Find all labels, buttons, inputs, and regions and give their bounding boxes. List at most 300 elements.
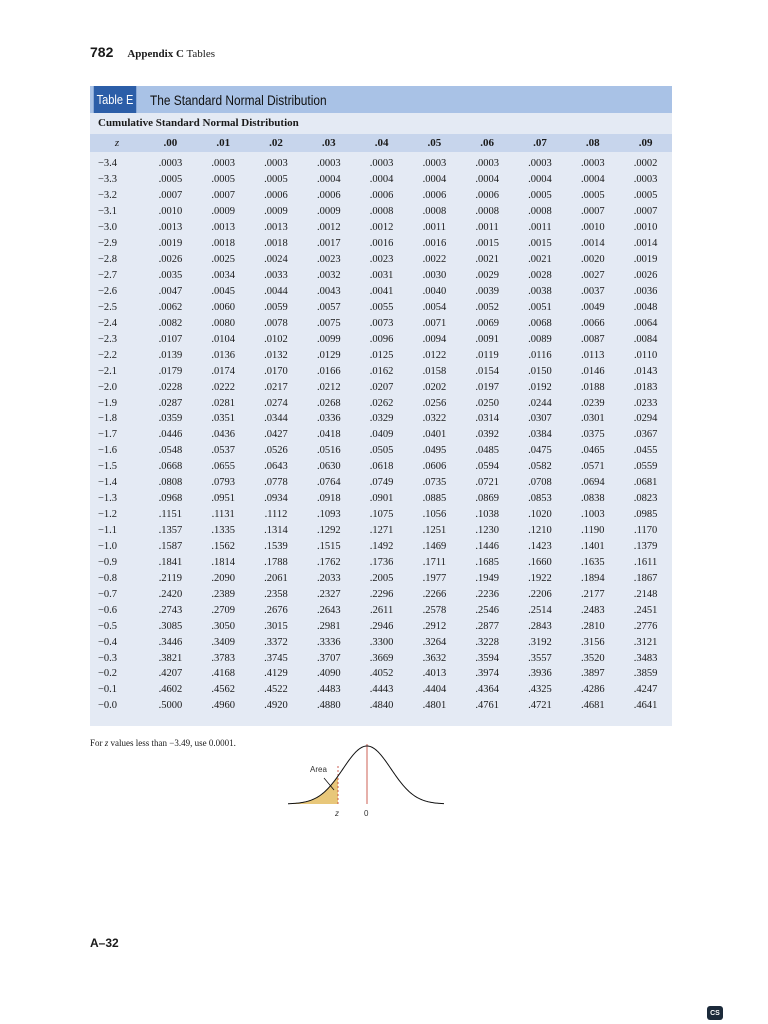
z-value-cell: −2.5	[98, 301, 118, 313]
probability-cell: .2177	[580, 588, 605, 600]
probability-cell: .4129	[264, 668, 288, 680]
probability-cell: .1562	[211, 540, 235, 552]
running-head-section: Tables	[186, 48, 216, 60]
probability-cell: .0045	[211, 285, 235, 297]
probability-cell: .0003	[158, 158, 183, 170]
probability-cell: .1685	[475, 556, 499, 568]
table-row	[90, 666, 672, 682]
probability-cell: .0006	[422, 190, 447, 202]
probability-cell: .0197	[475, 381, 499, 393]
probability-cell: .4960	[211, 700, 235, 712]
probability-cell: .0066	[580, 317, 605, 329]
z-value-cell: −1.0	[98, 540, 118, 552]
probability-cell: .0091	[475, 333, 499, 345]
probability-cell: .1469	[422, 540, 447, 552]
probability-cell: .0008	[369, 206, 394, 218]
probability-cell: .0019	[158, 238, 183, 250]
z-value-cell: −0.3	[98, 652, 118, 664]
probability-cell: .0009	[264, 206, 288, 218]
probability-cell: .0012	[316, 222, 341, 234]
z-value-cell: −2.6	[98, 285, 118, 297]
table-row	[90, 523, 672, 539]
table-row	[90, 331, 672, 347]
probability-cell: .0003	[580, 158, 605, 170]
probability-cell: .3783	[211, 652, 235, 664]
table-row	[90, 475, 672, 491]
probability-cell: .1423	[528, 540, 552, 552]
z-value-cell: −2.4	[98, 317, 118, 329]
probability-cell: .0023	[369, 254, 394, 266]
probability-cell: .0853	[528, 493, 552, 505]
probability-cell: .1660	[528, 556, 552, 568]
probability-cell: .1788	[264, 556, 288, 568]
probability-cell: .1020	[528, 509, 552, 521]
probability-cell: .0004	[475, 174, 499, 186]
probability-cell: .0314	[475, 413, 499, 425]
probability-cell: .0014	[580, 238, 605, 250]
probability-cell: .2546	[475, 604, 499, 616]
probability-cell: .0793	[211, 477, 235, 489]
probability-cell: .0005	[211, 174, 235, 186]
footnote-suffix: values less than −3.49, use 0.0001.	[108, 738, 236, 748]
probability-cell: .4013	[422, 668, 447, 680]
probability-cell: .1587	[158, 540, 183, 552]
table-row	[90, 395, 672, 411]
probability-cell: .0008	[528, 206, 552, 218]
z-value-cell: −1.9	[98, 397, 118, 409]
probability-cell: .0668	[158, 461, 183, 473]
probability-cell: .0158	[422, 365, 447, 377]
probability-cell: .0918	[316, 493, 341, 505]
probability-cell: .0465	[580, 445, 605, 457]
probability-cell: .0043	[316, 285, 341, 297]
probability-cell: .0005	[158, 174, 183, 186]
probability-cell: .0041	[369, 285, 394, 297]
probability-cell: .0080	[211, 317, 235, 329]
probability-cell: .1977	[422, 572, 447, 584]
probability-cell: .0136	[211, 349, 235, 361]
z-value-cell: −0.7	[98, 588, 118, 600]
probability-cell: .0013	[264, 222, 288, 234]
probability-cell: .0028	[528, 270, 552, 282]
probability-cell: .0011	[528, 222, 552, 234]
z-value-cell: −1.2	[98, 509, 118, 521]
probability-cell: .0060	[211, 301, 235, 313]
table-row	[90, 650, 672, 666]
z-value-cell: −0.4	[98, 636, 118, 648]
z-value-cell: −2.3	[98, 333, 118, 345]
probability-cell: .3483	[633, 652, 658, 664]
table-row	[90, 347, 672, 363]
probability-cell: .1003	[580, 509, 605, 521]
probability-cell: .4801	[422, 700, 447, 712]
column-header: .06	[461, 134, 514, 152]
probability-cell: .4880	[316, 700, 341, 712]
z-value-cell: −3.2	[98, 190, 118, 202]
probability-cell: .0594	[475, 461, 499, 473]
probability-cell: .0170	[264, 365, 288, 377]
probability-cell: .4483	[316, 684, 341, 696]
probability-cell: .0003	[475, 158, 499, 170]
probability-cell: .0018	[264, 238, 288, 250]
probability-cell: .0344	[264, 413, 288, 425]
page-number: 782	[90, 44, 114, 60]
probability-cell: .0537	[211, 445, 235, 457]
probability-cell: .2643	[316, 604, 341, 616]
probability-cell: .0038	[528, 285, 552, 297]
table-row	[90, 618, 672, 634]
probability-cell: .0162	[369, 365, 394, 377]
probability-cell: .0838	[580, 493, 605, 505]
probability-cell: .0048	[633, 301, 658, 313]
probability-cell: .0274	[264, 397, 288, 409]
table-row	[90, 411, 672, 427]
table-panel	[90, 86, 672, 726]
table-titlebar	[90, 86, 672, 113]
probability-cell: .0026	[158, 254, 183, 266]
probability-cell: .0192	[528, 381, 552, 393]
probability-cell: .3336	[316, 636, 341, 648]
probability-cell: .0024	[264, 254, 288, 266]
probability-cell: .0004	[528, 174, 552, 186]
probability-cell: .0003	[422, 158, 447, 170]
probability-cell: .0078	[264, 317, 288, 329]
probability-cell: .0006	[264, 190, 288, 202]
probability-cell: .3264	[422, 636, 447, 648]
probability-cell: .1292	[316, 525, 341, 537]
probability-cell: .0143	[633, 365, 658, 377]
probability-cell: .0294	[633, 413, 658, 425]
probability-cell: .1492	[369, 540, 394, 552]
probability-cell: .1922	[528, 572, 552, 584]
probability-cell: .0107	[158, 333, 183, 345]
probability-cell: .2946	[369, 620, 394, 632]
zero-axis-label: 0	[364, 809, 369, 818]
probability-cell: .0004	[369, 174, 394, 186]
probability-cell: .0032	[316, 270, 341, 282]
probability-cell: .2206	[528, 588, 552, 600]
table-row	[90, 698, 672, 714]
probability-cell: .0139	[158, 349, 183, 361]
probability-cell: .2514	[528, 604, 552, 616]
probability-cell: .0618	[369, 461, 394, 473]
probability-cell: .4443	[369, 684, 394, 696]
probability-cell: .1635	[580, 556, 605, 568]
z-value-cell: −3.1	[98, 206, 118, 218]
probability-cell: .0005	[580, 190, 605, 202]
table-row	[90, 268, 672, 284]
probability-cell: .0455	[633, 445, 658, 457]
probability-cell: .0239	[580, 397, 605, 409]
probability-cell: .1446	[475, 540, 499, 552]
probability-cell: .3446	[158, 636, 183, 648]
probability-cell: .0040	[422, 285, 447, 297]
z-value-cell: −0.2	[98, 668, 118, 680]
probability-cell: .0125	[369, 349, 394, 361]
probability-cell: .1814	[211, 556, 235, 568]
probability-cell: .0268	[316, 397, 341, 409]
probability-cell: .1170	[633, 525, 658, 537]
probability-cell: .0003	[316, 158, 341, 170]
probability-cell: .4090	[316, 668, 341, 680]
probability-cell: .0202	[422, 381, 447, 393]
probability-cell: .0003	[369, 158, 394, 170]
table-row	[90, 236, 672, 252]
probability-cell: .0934	[264, 493, 288, 505]
probability-cell: .1611	[633, 556, 658, 568]
probability-cell: .2358	[264, 588, 288, 600]
column-header: .03	[302, 134, 355, 152]
camscanner-badge: CS	[707, 1006, 723, 1020]
probability-cell: .1894	[580, 572, 605, 584]
probability-cell: .1379	[633, 540, 658, 552]
column-header: .02	[250, 134, 303, 152]
probability-cell: .1230	[475, 525, 499, 537]
probability-cell: .0244	[528, 397, 552, 409]
probability-cell: .2090	[211, 572, 235, 584]
z-value-cell: −1.4	[98, 477, 118, 489]
probability-cell: .4052	[369, 668, 394, 680]
probability-cell: .0004	[580, 174, 605, 186]
probability-cell: .2877	[475, 620, 499, 632]
probability-cell: .0010	[158, 206, 183, 218]
probability-cell: .0049	[580, 301, 605, 313]
running-head	[127, 48, 215, 60]
probability-cell: .2005	[369, 572, 394, 584]
probability-cell: .0096	[369, 333, 394, 345]
probability-cell: .0084	[633, 333, 658, 345]
probability-cell: .0359	[158, 413, 183, 425]
probability-cell: .0749	[369, 477, 394, 489]
probability-cell: .0082	[158, 317, 183, 329]
probability-cell: .0174	[211, 365, 235, 377]
probability-cell: .1210	[528, 525, 552, 537]
probability-cell: .0055	[369, 301, 394, 313]
probability-cell: .1515	[316, 540, 341, 552]
probability-cell: .0025	[211, 254, 235, 266]
probability-cell: .0099	[316, 333, 341, 345]
column-header: .09	[619, 134, 672, 152]
column-header-z: z	[90, 134, 144, 152]
table-label: Table E	[94, 86, 137, 113]
table-row	[90, 459, 672, 475]
probability-cell: .0166	[316, 365, 341, 377]
probability-cell: .0015	[475, 238, 499, 250]
probability-cell: .4721	[528, 700, 552, 712]
probability-cell: .0129	[316, 349, 341, 361]
probability-cell: .4562	[211, 684, 235, 696]
probability-cell: .2981	[316, 620, 341, 632]
probability-cell: .0003	[633, 174, 658, 186]
probability-cell: .0031	[369, 270, 394, 282]
table-row	[90, 443, 672, 459]
probability-cell: .0037	[580, 285, 605, 297]
probability-cell: .1038	[475, 509, 499, 521]
probability-cell: .2912	[422, 620, 447, 632]
probability-cell: .0516	[316, 445, 341, 457]
probability-cell: .3707	[316, 652, 341, 664]
probability-cell: .0006	[369, 190, 394, 202]
table-row	[90, 379, 672, 395]
probability-cell: .0228	[158, 381, 183, 393]
probability-cell: .3557	[528, 652, 552, 664]
page-header	[90, 44, 215, 64]
probability-cell: .0250	[475, 397, 499, 409]
probability-cell: .0009	[316, 206, 341, 218]
probability-cell: .4404	[422, 684, 447, 696]
probability-cell: .3936	[528, 668, 552, 680]
probability-cell: .3632	[422, 652, 447, 664]
probability-cell: .0035	[158, 270, 183, 282]
probability-cell: .0010	[633, 222, 658, 234]
probability-cell: .1539	[264, 540, 288, 552]
probability-cell: .0006	[475, 190, 499, 202]
probability-cell: .0007	[580, 206, 605, 218]
probability-cell: .0059	[264, 301, 288, 313]
z-value-cell: −0.0	[98, 700, 118, 712]
probability-cell: .0005	[633, 190, 658, 202]
probability-cell: .1949	[475, 572, 499, 584]
probability-cell: .4840	[369, 700, 394, 712]
probability-cell: .4761	[475, 700, 499, 712]
probability-cell: .3821	[158, 652, 183, 664]
probability-cell: .3745	[264, 652, 288, 664]
probability-cell: .0721	[475, 477, 499, 489]
probability-cell: .0526	[264, 445, 288, 457]
probability-cell: .1841	[158, 556, 183, 568]
z-value-cell: −0.1	[98, 684, 118, 696]
footnote-variable: z	[104, 738, 109, 748]
z-value-cell: −2.0	[98, 381, 118, 393]
probability-cell: .0017	[316, 238, 341, 250]
probability-cell: .0384	[528, 429, 552, 441]
probability-cell: .2676	[264, 604, 288, 616]
probability-cell: .0630	[316, 461, 341, 473]
probability-cell: .0146	[580, 365, 605, 377]
probability-cell: .0011	[422, 222, 446, 234]
probability-cell: .3897	[580, 668, 605, 680]
z-table	[90, 134, 672, 714]
probability-cell: .3050	[211, 620, 235, 632]
probability-cell: .0034	[211, 270, 235, 282]
table-body	[90, 152, 672, 714]
probability-cell: .3228	[475, 636, 499, 648]
probability-cell: .4247	[633, 684, 658, 696]
probability-cell: .0901	[369, 493, 394, 505]
probability-cell: .0401	[422, 429, 447, 441]
probability-cell: .1075	[369, 509, 394, 521]
probability-cell: .0014	[633, 238, 658, 250]
z-value-cell: −1.1	[98, 525, 118, 537]
probability-cell: .0985	[633, 509, 658, 521]
normal-curve-figure	[282, 738, 446, 818]
probability-cell: .1711	[422, 556, 446, 568]
table-row	[90, 682, 672, 698]
probability-cell: .0256	[422, 397, 447, 409]
z-value-cell: −3.3	[98, 174, 118, 186]
probability-cell: .0418	[316, 429, 341, 441]
table-row	[90, 570, 672, 586]
table-row	[90, 602, 672, 618]
table-row	[90, 252, 672, 268]
probability-cell: .2061	[264, 572, 288, 584]
probability-cell: .0064	[633, 317, 658, 329]
probability-cell: .2578	[422, 604, 447, 616]
probability-cell: .0869	[475, 493, 499, 505]
probability-cell: .0036	[633, 285, 658, 297]
table-row	[90, 491, 672, 507]
column-header: .07	[514, 134, 567, 152]
probability-cell: .0336	[316, 413, 341, 425]
probability-cell: .0681	[633, 477, 658, 489]
probability-cell: .1762	[316, 556, 341, 568]
page-footer: A–32	[90, 936, 119, 950]
probability-cell: .4602	[158, 684, 183, 696]
probability-cell: .0708	[528, 477, 552, 489]
z-value-cell: −2.8	[98, 254, 118, 266]
probability-cell: .0207	[369, 381, 394, 393]
probability-cell: .2483	[580, 604, 605, 616]
probability-cell: .0104	[211, 333, 235, 345]
probability-cell: .0057	[316, 301, 341, 313]
probability-cell: .0094	[422, 333, 447, 345]
probability-cell: .0183	[633, 381, 658, 393]
probability-cell: .3594	[475, 652, 499, 664]
table-title: The Standard Normal Distribution	[150, 91, 327, 108]
probability-cell: .0559	[633, 461, 658, 473]
probability-cell: .0016	[422, 238, 447, 250]
probability-cell: .0021	[475, 254, 499, 266]
probability-cell: .0051	[528, 301, 552, 313]
probability-cell: .3156	[580, 636, 605, 648]
probability-cell: .4168	[211, 668, 235, 680]
probability-cell: .0026	[633, 270, 658, 282]
column-header: .04	[355, 134, 408, 152]
probability-cell: .0212	[316, 381, 341, 393]
z-value-cell: −2.1	[98, 365, 118, 377]
probability-cell: .1271	[369, 525, 394, 537]
z-value-cell: −1.6	[98, 445, 118, 457]
probability-cell: .0007	[211, 190, 235, 202]
table-row	[90, 188, 672, 204]
probability-cell: .0764	[316, 477, 341, 489]
probability-cell: .0885	[422, 493, 447, 505]
probability-cell: .4522	[264, 684, 288, 696]
probability-cell: .0052	[475, 301, 499, 313]
probability-cell: .0019	[633, 254, 658, 266]
probability-cell: .5000	[158, 700, 183, 712]
z-axis-label: z	[335, 809, 339, 818]
table-row	[90, 220, 672, 236]
probability-cell: .0409	[369, 429, 394, 441]
probability-cell: .0009	[211, 206, 235, 218]
probability-cell: .0022	[422, 254, 447, 266]
probability-cell: .2776	[633, 620, 658, 632]
probability-cell: .3085	[158, 620, 183, 632]
probability-cell: .4325	[528, 684, 552, 696]
probability-cell: .0475	[528, 445, 552, 457]
probability-cell: .0013	[211, 222, 235, 234]
probability-cell: .0322	[422, 413, 447, 425]
probability-cell: .3974	[475, 668, 499, 680]
probability-cell: .0012	[369, 222, 394, 234]
table-row	[90, 152, 672, 172]
probability-cell: .2451	[633, 604, 658, 616]
probability-cell: .0069	[475, 317, 499, 329]
probability-cell: .0004	[316, 174, 341, 186]
probability-cell: .0329	[369, 413, 394, 425]
table-header-row	[90, 134, 672, 152]
